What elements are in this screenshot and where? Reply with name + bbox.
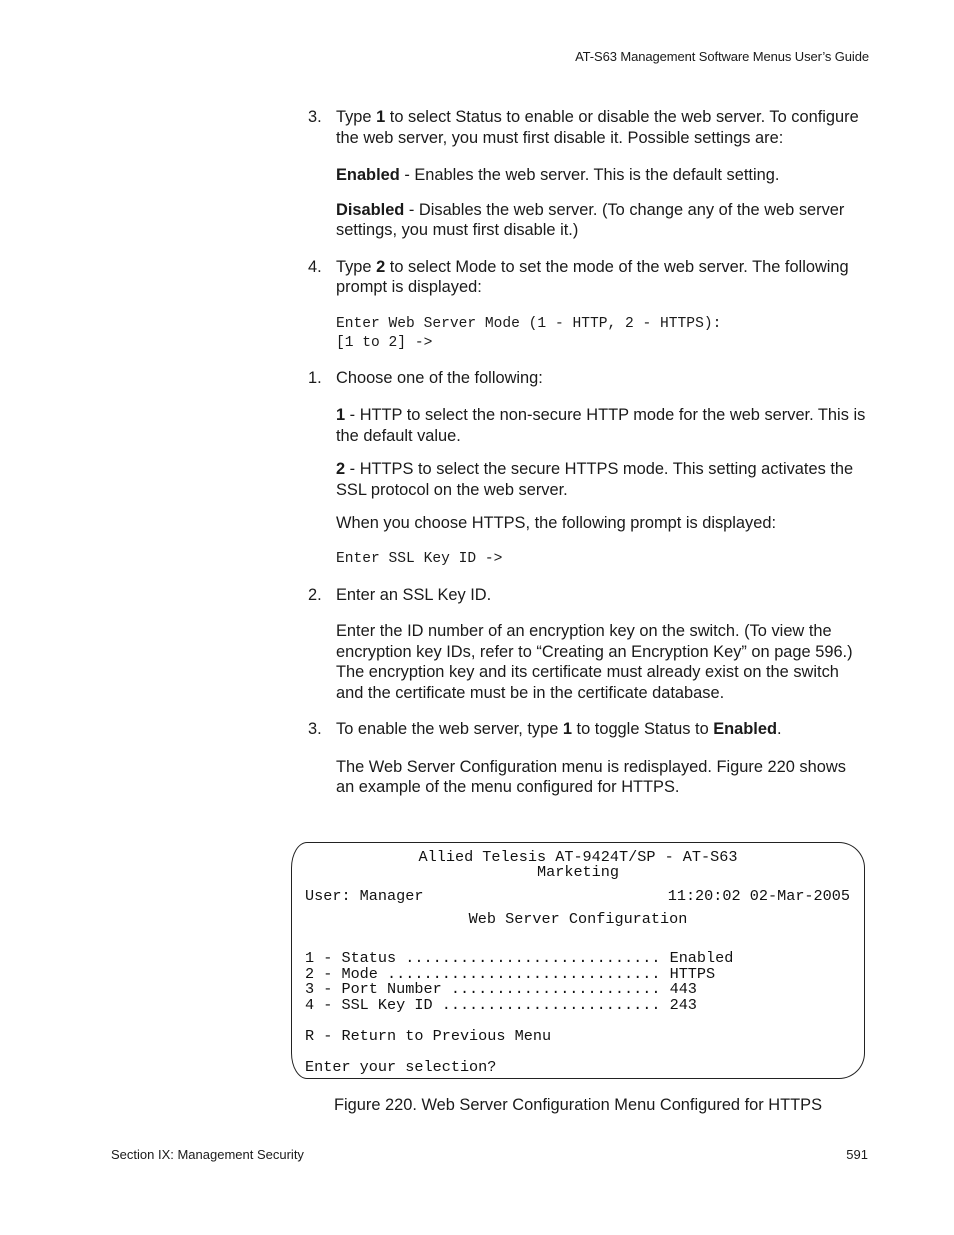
step-text: Enter an SSL Key ID. xyxy=(336,585,492,604)
mode-prompt xyxy=(306,315,868,353)
code-line: [1 to 2] -> xyxy=(336,334,433,351)
setting-name: Enabled xyxy=(336,166,400,184)
step-key: Enabled xyxy=(713,720,777,738)
redisplay-note: The Web Server Configuration menu is redisplayed. Figure 220 shows an example of the menu configured for HTTPS. xyxy=(336,757,846,796)
http-option xyxy=(306,405,868,446)
menu-item-value: HTTPS xyxy=(669,965,716,983)
terminal-screen xyxy=(291,842,865,1079)
menu-item-label: 4 - SSL Key ID ........................ xyxy=(305,996,661,1014)
menu-item-value: 443 xyxy=(669,980,697,998)
menu-item-label: 2 - Mode .............................. xyxy=(305,965,661,983)
figure-caption: Figure 220. Web Server Configuration Menu Configured for HTTPS xyxy=(334,1096,823,1114)
terminal-datetime: 11:20:02 02-Mar-2005 xyxy=(667,887,850,905)
step-text: To enable the web server, type xyxy=(336,720,563,738)
step-3-enable xyxy=(306,719,868,740)
step-number: 3. xyxy=(308,720,322,738)
step-text: to select Mode to set the mode of the web server. The following prompt is displayed: xyxy=(336,257,849,296)
instructions xyxy=(306,107,868,798)
https-note: When you choose HTTPS, the following prompt is displayed: xyxy=(336,514,777,532)
step-key: 2 xyxy=(376,257,386,276)
menu-item-return: R - Return to Previous Menu xyxy=(305,1027,552,1045)
step-1-choose xyxy=(306,368,868,389)
terminal-user: User: Manager xyxy=(305,887,424,905)
menu-item-label: 1 - Status ............................ xyxy=(305,949,661,967)
step-text: to toggle Status to xyxy=(572,720,714,738)
menu-item-value: 243 xyxy=(669,996,697,1014)
ssl-description: Enter the ID number of an encryption key on the switch. (To view the encryption key IDs, refer to “Creating an Encryption Key” on page 596.) The encryption key and its certificate must already exist on the switch and the certificate must be in the certificate database. xyxy=(336,622,853,702)
step-number: 1. xyxy=(308,368,322,387)
step-4-mode xyxy=(306,257,868,298)
option-desc: - HTTP to select the non-secure HTTP mode for the web server. This is the default value. xyxy=(336,406,866,445)
ssl-prompt: Enter SSL Key ID -> xyxy=(336,550,503,567)
step-key: 1 xyxy=(562,720,572,738)
menu-item-ssl-key xyxy=(305,997,697,1013)
option-key: 2 xyxy=(336,460,346,478)
disabled-setting xyxy=(306,200,868,241)
terminal-prompt: Enter your selection? xyxy=(305,1058,497,1076)
step-text: Type xyxy=(336,257,377,276)
menu-item-port xyxy=(305,981,697,997)
code-line: Enter Web Server Mode (1 - HTTP, 2 - HTTPS): xyxy=(336,315,722,332)
step-text: . xyxy=(777,720,782,738)
setting-desc: - Enables the web server. This is the default setting. xyxy=(399,166,780,184)
terminal-menu-title: Web Server Configuration xyxy=(468,910,688,928)
menu-item-status xyxy=(305,950,733,966)
setting-name: Disabled xyxy=(336,200,405,219)
step-2-ssl xyxy=(306,585,868,606)
menu-item-label: 3 - Port Number ....................... xyxy=(305,980,661,998)
option-desc: - HTTPS to select the secure HTTPS mode. This setting activates the SSL protocol on the web server. xyxy=(336,460,854,499)
step-key: 1 xyxy=(376,108,386,126)
step-text: to select Status to enable or disable the web server. To configure the web server, you must first disable it. Possible settings are: xyxy=(336,108,859,147)
terminal-title: Allied Telesis AT-9424T/SP - AT-S63 xyxy=(418,848,738,866)
step-number: 2. xyxy=(308,585,322,604)
step-text: Type xyxy=(336,108,377,126)
page-number: 591 xyxy=(846,1147,868,1162)
menu-item-value: Enabled xyxy=(669,949,734,967)
terminal-subtitle: Marketing xyxy=(536,863,620,881)
step-number: 3. xyxy=(308,108,322,126)
option-key: 1 xyxy=(336,406,346,424)
step-text: Choose one of the following: xyxy=(336,368,543,387)
enabled-setting xyxy=(306,165,868,186)
step-3-status xyxy=(306,107,868,148)
setting-desc: - Disables the web server. (To change any of the web server settings, you must first disable it.) xyxy=(336,200,845,239)
running-header: AT-S63 Management Software Menus User’s Guide xyxy=(575,49,869,64)
https-option xyxy=(306,459,868,500)
footer-section: Section IX: Management Security xyxy=(111,1147,304,1162)
step-number: 4. xyxy=(308,257,322,276)
